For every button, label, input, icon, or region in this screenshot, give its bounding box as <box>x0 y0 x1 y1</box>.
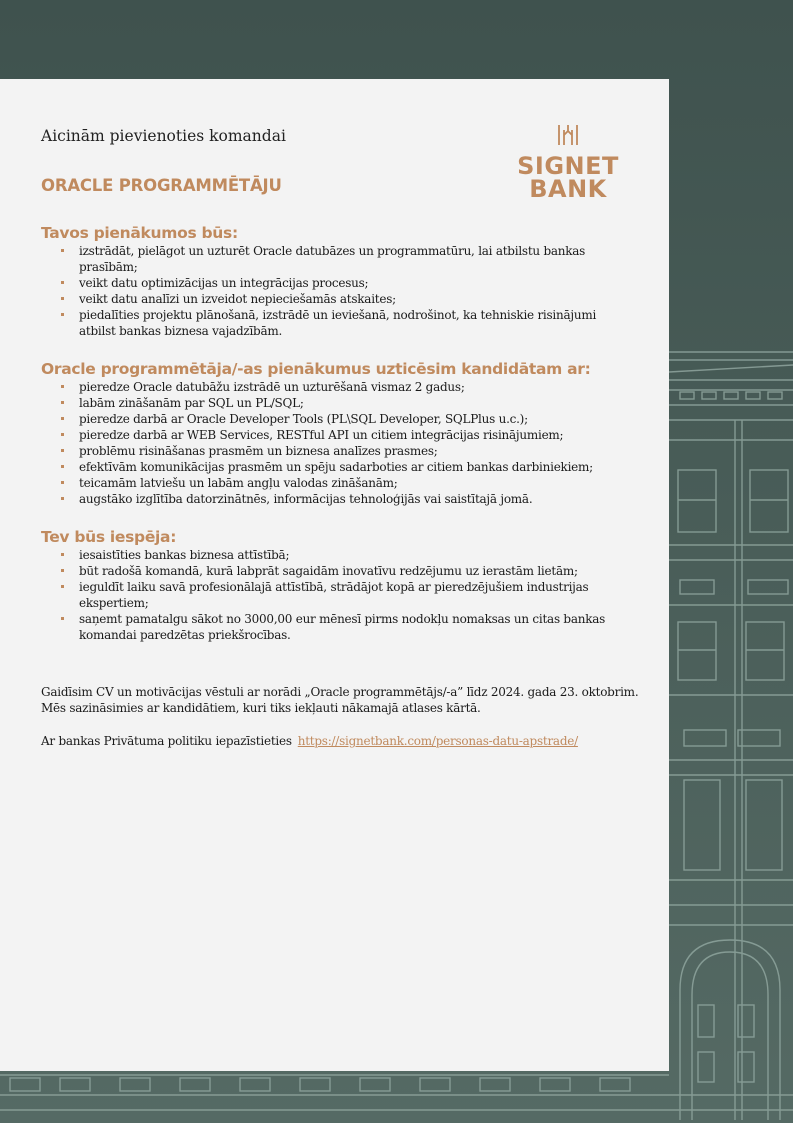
privacy-policy-link[interactable]: https://signetbank.com/personas-datu-apstrade/ <box>297 734 578 748</box>
signet-bank-logo <box>508 123 628 203</box>
duties-list <box>41 243 609 339</box>
requirements-heading: Oracle programmētāja/-as pienākumus uzticēsim kandidātam ar: <box>41 360 591 378</box>
list-item: veikt datu optimizācijas un integrācijas procesus; <box>79 275 609 291</box>
benefits-section <box>41 527 651 643</box>
logo-text-signet: SIGNET <box>517 152 619 180</box>
benefits-heading: Tev būs iespēja: <box>41 528 177 546</box>
privacy-note <box>41 733 653 749</box>
list-item: augstāko izglītība datorzinātnēs, informācijas tehnoloģijās vai saistītajā jomā. <box>79 491 651 507</box>
job-title: ORACLE PROGRAMMĒTĀJU <box>41 176 282 195</box>
list-item: problēmu risināšanas prasmēm un biznesa analīzes prasmes; <box>79 443 651 459</box>
benefits-list <box>41 547 609 643</box>
list-item: teicamām latviešu un labām angļu valodas zināšanām; <box>79 475 651 491</box>
list-item: būt radošā komandā, kurā labprāt sagaidām inovatīvu redzējumu uz ierastām lietām; <box>79 563 609 579</box>
list-item: labām zināšanām par SQL un PL/SQL; <box>79 395 651 411</box>
application-instructions <box>41 684 653 716</box>
duties-heading: Tavos pienākumos būs: <box>41 224 238 242</box>
contact-note: Mēs sazināsimies ar kandidātiem, kuri tiks iekļauti nākamajā atlases kārtā. <box>41 701 481 715</box>
logo-text-bank: BANK <box>529 175 607 203</box>
privacy-text: Ar bankas Privātuma politiku iepazīstieties <box>41 734 292 748</box>
list-item: efektīvām komunikācijas prasmēm un spēju sadarboties ar citiem bankas darbiniekiem; <box>79 459 651 475</box>
list-item: pieredze darbā ar Oracle Developer Tools (PL\SQL Developer, SQLPlus u.c.); <box>79 411 651 427</box>
deadline-text: Gaidīsim CV un motivācijas vēstuli ar norādi „Oracle programmētājs/-a” līdz 2024. gada 23. oktobrim. <box>41 685 639 699</box>
intro-text: Aicinām pievienoties komandai <box>41 127 286 145</box>
list-item: izstrādāt, pielāgot un uzturēt Oracle datubāzes un programmatūru, lai atbilstu bankas prasībām; <box>79 243 609 275</box>
list-item: piedalīties projektu plānošanā, izstrādē un ieviešanā, nodrošinot, ka tehniskie risinājumi atbilst bankas biznesa vajadzībām. <box>79 307 609 339</box>
requirements-list <box>41 379 651 507</box>
list-item: saņemt pamatalgu sākot no 3000,00 eur mēnesī pirms nodokļu nomaksas un citas bankas komandai paredzētas priekšrocības. <box>79 611 609 643</box>
list-item: pieredze darbā ar WEB Services, RESTful API un citiem integrācijas risinājumiem; <box>79 427 651 443</box>
duties-section <box>41 223 651 339</box>
signet-mark-icon <box>556 123 580 147</box>
list-item: ieguldīt laiku savā profesionālajā attīstībā, strādājot kopā ar pieredzējušiem industrijas ekspertiem; <box>79 579 609 611</box>
list-item: veikt datu analīzi un izveidot nepieciešamās atskaites; <box>79 291 609 307</box>
requirements-section <box>41 359 651 507</box>
list-item: pieredze Oracle datubāžu izstrādē un uzturēšanā vismaz 2 gadus; <box>79 379 651 395</box>
list-item: iesaistīties bankas biznesa attīstībā; <box>79 547 609 563</box>
job-posting-card <box>0 79 669 1071</box>
